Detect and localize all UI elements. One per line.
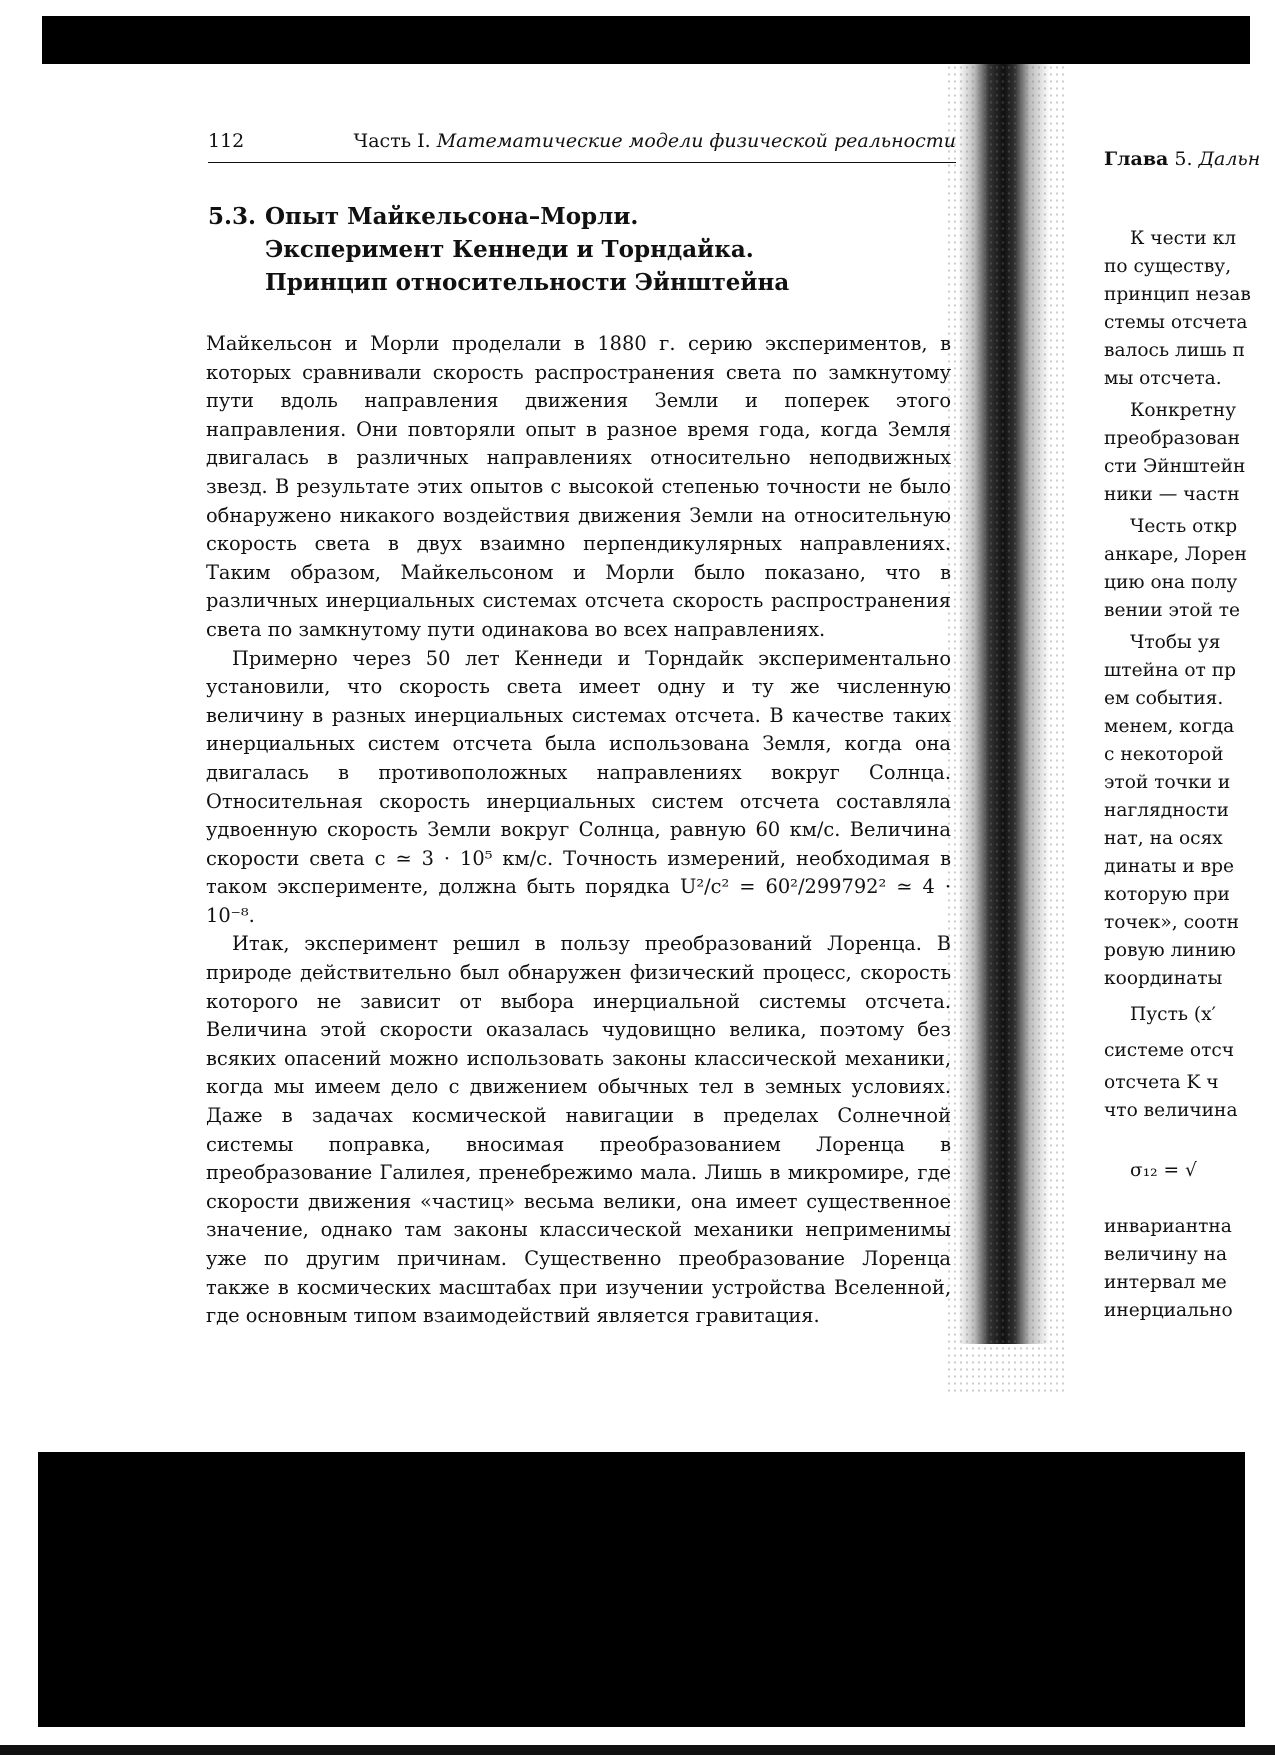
right-head-number: 5. [1168, 148, 1199, 170]
right-page-line: точек», соотн [1104, 912, 1240, 933]
paragraph: Майкельсон и Морли проделали в 1880 г. серию экспериментов, в которых сравнивали скорость распространения света по замкнутому пути вдоль направления движения Земли и поперек этого направления. Они повторяли опыт в разное время года, когда Земля двигалась в различных направлениях относительно неподвижных звезд. В результате этих опытов с высокой степенью точности не было обнаружено никакого воздействия движения Земли на относительную скорость света в двух взаимно перпендикулярных направлениях. Таким образом, Майкельсоном и Морли было показано, что в различных инерциальных системах отсчета скорость распространения света по замкнутому пути одинакова во всех направлениях. [206, 332, 951, 641]
right-page-line: динаты и вре [1104, 856, 1234, 877]
running-head [208, 128, 956, 163]
right-page-line: вении этой те [1104, 600, 1241, 621]
scan-noise [946, 64, 1066, 1394]
running-head-part: Часть I. [353, 130, 437, 152]
right-page-line: Пусть (x′ [1130, 1004, 1216, 1025]
right-page-line: координаты [1104, 968, 1223, 989]
right-page-line: инерциально [1104, 1300, 1233, 1321]
right-page-line: что величина [1104, 1100, 1238, 1121]
right-page-line: Честь откр [1130, 516, 1238, 537]
right-page-line: отсчета K ч [1104, 1072, 1219, 1093]
right-page-line: сти Эйнштейн [1104, 456, 1246, 477]
right-page-line: штейна от пр [1104, 660, 1237, 681]
right-page-line: анкаре, Лорен [1104, 544, 1247, 565]
right-page-line: Конкретну [1130, 400, 1237, 421]
right-page-line: принцип незав [1104, 284, 1251, 305]
section-title-line: Эксперимент Кеннеди и Торндайка. [265, 236, 754, 263]
section-title-line: Принцип относительности Эйнштейна [265, 269, 790, 296]
section-heading [208, 200, 928, 299]
right-page-line: мы отсчета. [1104, 368, 1222, 389]
right-page-line: наглядности [1104, 800, 1229, 821]
right-page-line: К чести кл [1130, 228, 1237, 249]
right-page-line: Чтобы уя [1130, 632, 1221, 653]
right-page-line: ем события. [1104, 688, 1224, 709]
right-head-chapter: Глава [1104, 148, 1169, 170]
body-text [206, 330, 951, 1331]
right-page-line: стемы отсчета [1104, 312, 1248, 333]
right-page-fragment [1100, 0, 1275, 1400]
right-page-line: цию она полу [1104, 572, 1238, 593]
page-number: 112 [208, 130, 245, 152]
right-page-line: σ₁₂ = √ [1130, 1160, 1197, 1181]
paragraph: Примерно через 50 лет Кеннеди и Торндайк экспериментально установили, что скорость света имеет одну и ту же численную величину в разных инерциальных системах отсчета. В качестве таких инерциальных систем отсчета была использована Земля, когда она двигалась в противоположных направлениях вокруг Солнца. Относительная скорость инерциальных систем отсчета составляла удвоенную скорость Земли вокруг Солнца, равную 60 км/с. Величина скорости света c ≃ 3 · 10⁵ км/с. Точность измерений, необходимая в таком эксперименте, должна быть порядка U²/c² = 60²/299792² ≃ 4 · 10⁻⁸. [206, 646, 951, 927]
running-head-italic: Математические модели физической реальности [436, 130, 956, 152]
scan-black-edge [0, 1745, 1275, 1755]
right-page-line: по существу, [1104, 256, 1232, 277]
right-head-title: Дальн [1198, 148, 1261, 170]
right-page-line: системе отсч [1104, 1040, 1235, 1061]
right-running-head [1104, 148, 1260, 170]
right-page-line: инвариантна [1104, 1216, 1232, 1237]
right-page-line: преобразован [1104, 428, 1240, 449]
right-page-line: с некоторой [1104, 744, 1224, 765]
right-page-line: ники — частн [1104, 484, 1240, 505]
section-title-line: Опыт Майкельсона–Морли. [265, 203, 639, 230]
right-page-line: менем, когда [1104, 716, 1235, 737]
right-page-line: интервал ме [1104, 1272, 1227, 1293]
right-page-line: нат, на осях [1104, 828, 1223, 849]
right-page-line: валось лишь п [1104, 340, 1245, 361]
running-head-title [354, 130, 956, 152]
section-number: 5.3. [208, 203, 257, 230]
paragraph: Итак, эксперимент решил в пользу преобразований Лоренца. В природе действительно был обнаружен физический процесс, скорость которого не зависит от выбора инерциальной системы отсчета. Величина этой скорости оказалась чудовищно велика, поэтому без всяких опасений можно использовать законы классической механики, когда мы имеем дело с движением обычных тел в земных условиях. Даже в задачах космической навигации в пределах Солнечной системы поправка, вносимая преобразованием Лоренца в преобразование Галилея, пренебрежимо мала. Лишь в микромире, где скорости движения «частиц» весьма велики, она имеет существенное значение, однако там законы классической механики неприменимы уже по другим причинам. Существенно преобразование Лоренца также в космических масштабах при изучении устройства Вселенной, где основным типом взаимодействий является гравитация. [206, 932, 951, 1328]
right-page-line: величину на [1104, 1244, 1228, 1265]
right-page-line: которую при [1104, 884, 1230, 905]
right-page-line: этой точки и [1104, 772, 1231, 793]
right-page-line: ровую линию [1104, 940, 1236, 961]
scan-black-band-bottom [38, 1452, 1245, 1727]
